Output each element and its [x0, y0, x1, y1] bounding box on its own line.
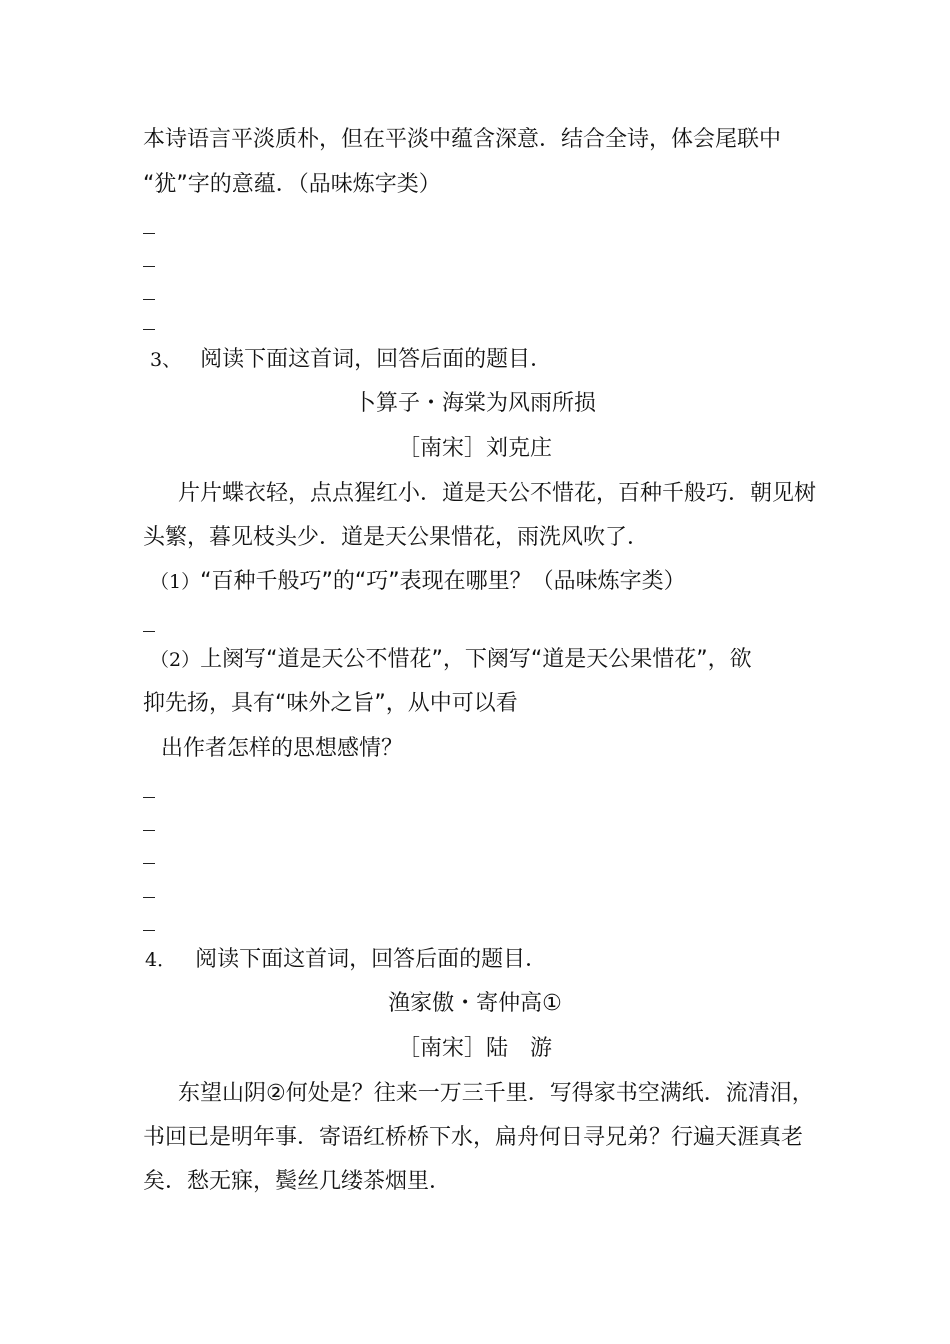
q3-sub1-number: （1） — [150, 571, 201, 593]
q3-sub1 — [150, 567, 686, 597]
answer-blank[interactable] — [143, 631, 155, 632]
q3-poem-line-1: 片片蝶衣轻，点点猩红小．道是天公不惜花，百种千般巧．朝见树 — [178, 481, 817, 506]
answer-blank[interactable] — [143, 830, 155, 831]
q2-prompt-line-1: 本诗语言平淡质朴，但在平淡中蕴含深意．结合全诗，体会尾联中 — [143, 127, 782, 152]
q3-poem-line-2: 头繁，暮见枝头少．道是天公果惜花，雨洗风吹了． — [143, 525, 650, 550]
q3-sub2-line-2: 抑先扬，具有“味外之旨”，从中可以看 — [143, 691, 518, 716]
answer-blank[interactable] — [143, 897, 155, 898]
q4-number: 4． — [145, 949, 177, 971]
q3-poem-author: ［南宋］刘克庄 — [397, 436, 552, 461]
answer-blank[interactable] — [143, 329, 155, 330]
q3-sub2-line-3: 出作者怎样的思想感情？ — [161, 736, 404, 761]
q4-heading — [145, 945, 547, 975]
q3-sub2-line-1 — [150, 645, 752, 675]
answer-blank[interactable] — [143, 863, 155, 864]
q4-poem-title: 渔家傲・寄仲高① — [388, 991, 562, 1016]
q3-sub2-number: （2） — [150, 649, 201, 671]
q3-heading — [150, 345, 552, 375]
answer-blank[interactable] — [143, 266, 155, 267]
answer-blank[interactable] — [143, 930, 155, 931]
q3-poem-title: 卜算子・海棠为风雨所损 — [353, 391, 596, 416]
q3-number: 3、 — [150, 349, 182, 371]
q3-sub1-text: “百种千般巧”的“巧”表现在哪里？（品味炼字类） — [200, 569, 686, 594]
q4-intro: 阅读下面这首词，回答后面的题目． — [195, 947, 548, 972]
answer-blank[interactable] — [143, 797, 155, 798]
q3-intro: 阅读下面这首词，回答后面的题目． — [200, 347, 553, 372]
q2-prompt-line-2: “犹”字的意蕴．（品味炼字类） — [143, 172, 441, 197]
q4-poem-line-3: 矣．愁无寐，鬓丝几缕茶烟里． — [143, 1169, 452, 1194]
answer-blank[interactable] — [143, 299, 155, 300]
answer-blank[interactable] — [143, 233, 155, 234]
q4-poem-author: ［南宋］陆 游 — [397, 1036, 552, 1061]
q3-sub2-text-1: 上阕写“道是天公不惜花”，下阕写“道是天公果惜花”，欲 — [200, 647, 752, 672]
q4-poem-line-2: 书回已是明年事．寄语红桥桥下水，扁舟何日寻兄弟？行遍天涯真老 — [143, 1125, 804, 1150]
q4-poem-line-1: 东望山阴②何处是？往来一万三千里．写得家书空满纸．流清泪， — [178, 1081, 814, 1106]
